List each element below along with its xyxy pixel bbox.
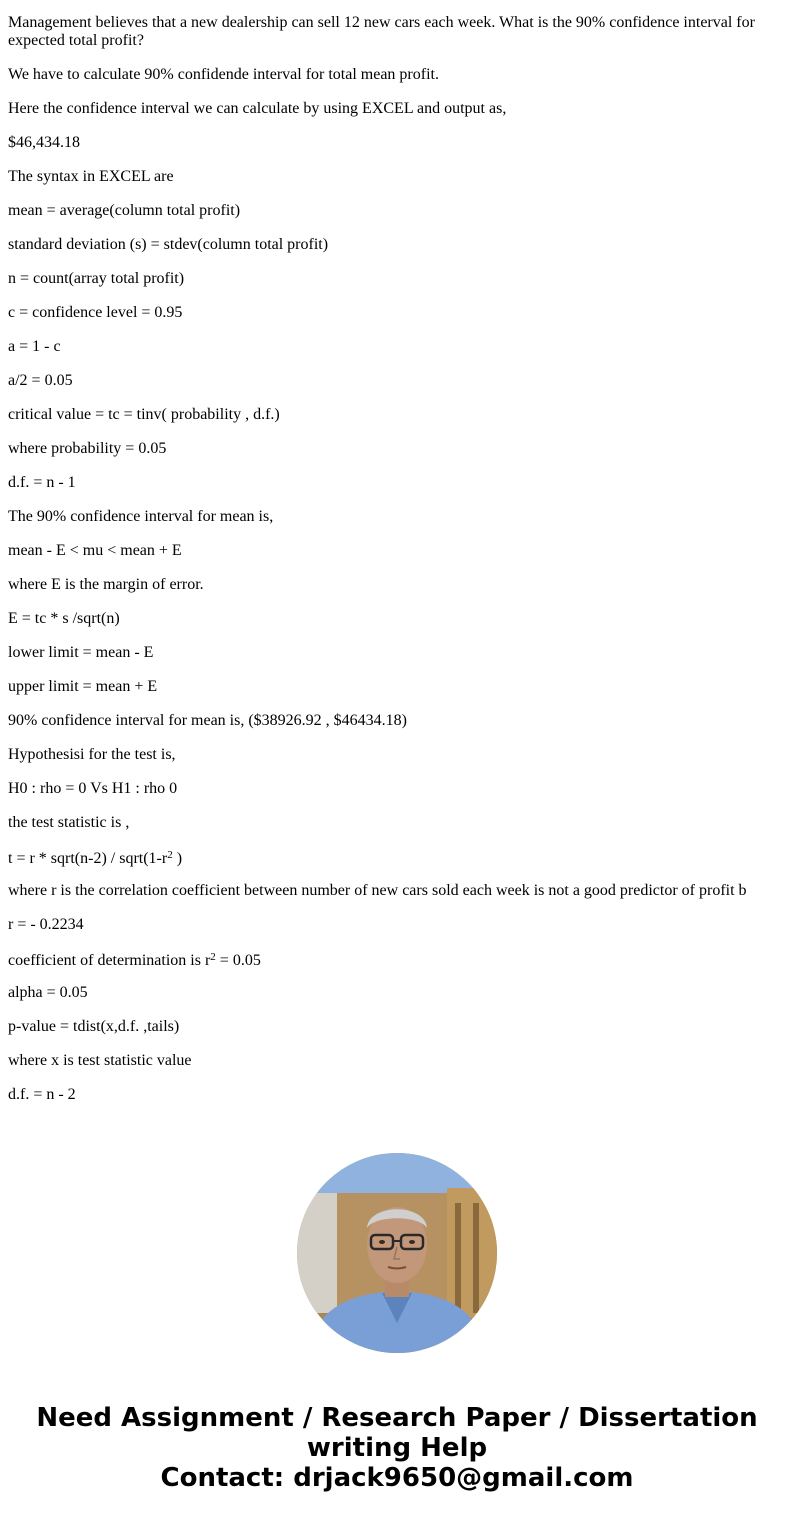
text-line: We have to calculate 90% confidende interval for total mean profit.	[8, 66, 439, 83]
text-line: Hypothesisi for the test is,	[8, 746, 176, 763]
text-line: n = count(array total profit)	[8, 270, 185, 287]
determination-line	[8, 950, 778, 972]
text-line: p-value = tdist(x,d.f. ,tails)	[8, 1018, 180, 1035]
footer-banner	[0, 1403, 794, 1493]
formula-text: coefficient of determination is r	[8, 952, 211, 969]
text-line: where x is test statistic value	[8, 1052, 192, 1069]
text-line: E = tc * s /sqrt(n)	[8, 610, 120, 627]
footer-contact: Contact: drjack9650@gmail.com	[160, 1463, 634, 1493]
formula-text: t = r * sqrt(n-2) / sqrt(1-r	[8, 850, 168, 867]
text-line: where r is the correlation coefficient between number of new cars sold each week is not a good predictor of profit b	[8, 882, 747, 899]
text-line: upper limit = mean + E	[8, 678, 158, 695]
text-line: 90% confidence interval for mean is, ($38926.92 , $46434.18)	[8, 712, 408, 729]
text-line: The syntax in EXCEL are	[8, 168, 174, 185]
text-line: where E is the margin of error.	[8, 576, 204, 593]
question-text: Management believes that a new dealership can sell 12 new cars each week. What is the 90% confidence interval for expected total profit?	[8, 14, 755, 49]
formula-text: = 0.05	[215, 952, 261, 969]
footer-line: writing Help	[306, 1433, 488, 1463]
text-line: lower limit = mean - E	[8, 644, 154, 661]
footer-line: Need Assignment / Research Paper / Dissertation	[36, 1403, 758, 1433]
formula-superscript: 2	[167, 849, 173, 861]
text-line: a = 1 - c	[8, 338, 61, 355]
formula-text: )	[172, 850, 183, 867]
avatar	[297, 1153, 497, 1353]
text-line: a/2 = 0.05	[8, 372, 73, 389]
text-line: $46,434.18	[8, 134, 80, 151]
avatar-portrait	[297, 1153, 497, 1353]
solution-text	[8, 14, 778, 1120]
text-line: The 90% confidence interval for mean is,	[8, 508, 274, 525]
text-line: Here the confidence interval we can calculate by using EXCEL and output as,	[8, 100, 507, 117]
text-line: mean - E < mu < mean + E	[8, 542, 182, 559]
text-line: H0 : rho = 0 Vs H1 : rho 0	[8, 780, 178, 797]
text-line: r = - 0.2234	[8, 916, 84, 933]
text-line: c = confidence level = 0.95	[8, 304, 183, 321]
t-statistic-formula	[8, 848, 778, 870]
text-line: d.f. = n - 1	[8, 474, 76, 491]
text-line: alpha = 0.05	[8, 984, 88, 1001]
text-line: critical value = tc = tinv( probability , d.f.)	[8, 406, 280, 423]
text-line: d.f. = n - 2	[8, 1086, 76, 1103]
text-line: where probability = 0.05	[8, 440, 167, 457]
text-line: standard deviation (s) = stdev(column total profit)	[8, 236, 329, 253]
text-line: mean = average(column total profit)	[8, 202, 241, 219]
text-line: the test statistic is ,	[8, 814, 130, 831]
formula-superscript: 2	[210, 951, 216, 963]
